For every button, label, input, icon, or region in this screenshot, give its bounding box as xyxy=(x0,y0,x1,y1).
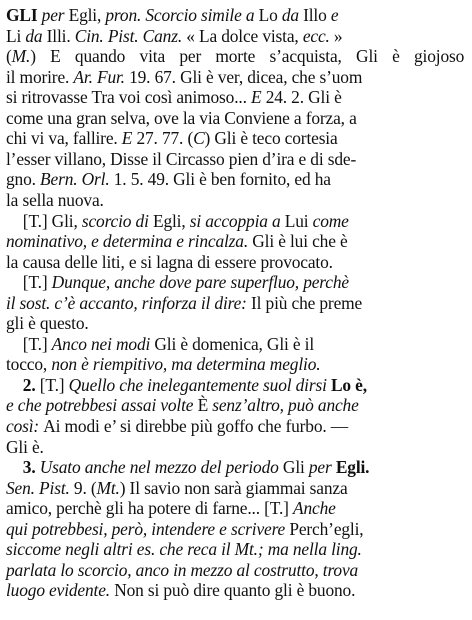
text-segment: M. xyxy=(11,46,31,67)
text-segment: [ xyxy=(6,210,29,231)
text-segment: Sen. Pist. xyxy=(6,477,74,498)
text-segment: ] xyxy=(283,498,293,519)
text-segment: per xyxy=(37,5,69,25)
text-segment: ] xyxy=(58,374,69,395)
text-segment: gno. xyxy=(6,169,41,190)
text-segment: e che potrebbesi assai volte xyxy=(6,395,198,416)
text-segment: Anche xyxy=(293,498,336,519)
text-segment: Egli. xyxy=(335,457,370,478)
text-segment: luogo evidente. xyxy=(6,580,115,601)
text-segment: siccome negli altri es. che reca il Mt.; ma nella ling. xyxy=(6,539,362,560)
text-segment: [ xyxy=(39,374,46,395)
text-segment: amico, perchè gli ha potere di farne... [ xyxy=(6,498,270,519)
text-segment: come xyxy=(312,210,349,231)
text-segment: C xyxy=(193,128,205,149)
text-line xyxy=(6,189,104,211)
text-segment: Perch’egli, xyxy=(289,518,364,539)
text-segment: È xyxy=(197,395,213,416)
text-segment: Gli è domenica, Gli è il xyxy=(154,333,315,354)
source-tag: T. xyxy=(28,272,42,293)
text-line xyxy=(6,579,355,601)
text-segment: ) Gli è teco cortesia xyxy=(204,128,338,149)
text-line xyxy=(6,538,362,560)
text-segment: Non si può dire quanto gli è buono. xyxy=(114,580,356,601)
text-segment: Gli è lui che è xyxy=(252,231,348,252)
text-segment: da xyxy=(281,5,304,25)
text-segment: Gli è. xyxy=(6,436,44,457)
text-line xyxy=(6,394,359,416)
text-segment: ecc. xyxy=(302,25,330,46)
text-segment: [ xyxy=(6,272,29,293)
text-segment: 9. ( xyxy=(73,477,97,498)
text-segment: così: xyxy=(6,416,44,436)
text-segment: ) E quando vita per morte s’acquista, Gli è giojoso xyxy=(30,46,465,67)
text-segment: Mt. xyxy=(96,477,120,498)
text-line xyxy=(6,86,342,108)
text-line xyxy=(6,456,369,478)
text-segment: Illo xyxy=(303,5,331,25)
text-line xyxy=(6,374,367,396)
text-segment: gli è questo. xyxy=(6,313,89,334)
text-segment: » xyxy=(329,25,343,46)
text-segment: scorcio di xyxy=(81,210,153,231)
text-line xyxy=(6,230,348,252)
text-segment: E xyxy=(121,128,137,149)
text-line xyxy=(6,251,333,273)
text-line xyxy=(6,477,348,499)
text-line xyxy=(6,292,362,314)
text-segment: ] xyxy=(41,272,52,293)
text-segment: Illi. xyxy=(46,25,75,46)
text-segment: parlata lo scorcio, anco in mezzo al costrutto, trova xyxy=(6,559,359,580)
text-segment: 2. xyxy=(6,374,40,395)
text-segment: « La dolce vista, xyxy=(186,25,303,46)
text-segment: il morire. xyxy=(6,66,74,87)
text-segment: Usato anche nel mezzo del periodo xyxy=(39,457,283,478)
text-segment: l’esser villano, Disse il Circasso pien d’ira e di sde- xyxy=(6,148,357,169)
text-segment: si accoppia a xyxy=(189,210,285,231)
text-line xyxy=(6,210,349,232)
source-tag: T. xyxy=(269,498,284,519)
text-line xyxy=(6,107,357,129)
text-segment: Il più che preme xyxy=(251,292,363,313)
text-segment: si ritrovasse Tra voi così animoso... xyxy=(6,87,252,108)
text-segment: Bern. Orl. xyxy=(40,169,114,190)
text-segment: Cin. Pist. Canz. xyxy=(74,25,187,46)
text-segment: Li xyxy=(6,25,26,46)
text-segment: e xyxy=(330,5,339,25)
text-segment: ( xyxy=(6,46,12,67)
text-segment: ] Gli, xyxy=(41,210,82,231)
text-line xyxy=(6,353,320,375)
text-segment: Egli, xyxy=(152,210,190,231)
text-segment: Anco nei modi xyxy=(51,333,155,354)
text-line xyxy=(6,148,356,170)
text-line xyxy=(6,312,89,334)
text-line xyxy=(6,415,348,437)
text-segment: 27. 77. ( xyxy=(136,128,194,149)
text-segment: da xyxy=(25,25,47,46)
text-segment: Quello che inelegantemente suol dirsi xyxy=(68,374,331,395)
text-line xyxy=(6,559,358,581)
text-segment: 3. xyxy=(6,457,40,478)
text-line xyxy=(6,333,314,355)
headword: GLI xyxy=(6,5,38,25)
text-segment: Ai modi e’ si direbbe più goffo che furbo. — xyxy=(43,416,349,436)
text-segment: come una gran selva, ove la via Conviene a forza, a xyxy=(6,107,357,128)
text-line xyxy=(6,66,362,88)
text-segment: Lo xyxy=(258,5,282,25)
text-line xyxy=(6,168,331,190)
text-segment: ] xyxy=(41,333,52,354)
text-line xyxy=(6,127,338,149)
text-segment: chi vi va, fallire. xyxy=(6,128,122,149)
text-line xyxy=(6,4,338,26)
text-segment: pron. Scorcio simile a xyxy=(105,5,259,25)
text-segment: il sost. c’è accanto, rinforza il dire: xyxy=(6,292,252,313)
text-segment: [ xyxy=(6,333,29,354)
text-segment: 19. 67. Gli è ver, dicea, che s’uom xyxy=(129,66,363,87)
text-line xyxy=(6,45,464,67)
text-segment: nominativo, e determina e rincalza. xyxy=(6,231,253,252)
text-segment: Ar. Fur. xyxy=(73,66,130,87)
text-segment: qui potrebbesi, però, intendere e scrivere xyxy=(6,518,290,539)
text-segment: per xyxy=(308,457,336,478)
text-segment: Dunque, anche dove pare superfluo, perchè xyxy=(51,272,349,293)
text-segment: Lo è, xyxy=(330,374,367,395)
text-line xyxy=(6,497,336,519)
text-line xyxy=(6,436,44,458)
source-tag: T. xyxy=(28,333,42,354)
text-segment: 1. 5. 49. Gli è ben fornito, ed ha xyxy=(113,169,331,190)
text-line xyxy=(6,518,364,540)
text-segment: Lui xyxy=(284,210,313,231)
text-segment: la causa delle liti, e si lagna di essere provocato. xyxy=(6,251,333,272)
source-tag: T. xyxy=(28,210,42,231)
text-segment: ) Il savio non sarà giammai sanza xyxy=(119,477,348,498)
text-segment: E xyxy=(251,87,266,108)
text-segment: 24. 2. Gli è xyxy=(265,87,342,108)
text-segment: non è riempitivo, ma determina meglio. xyxy=(51,354,321,375)
text-line xyxy=(6,271,349,293)
source-tag: T. xyxy=(45,374,59,395)
text-segment: Egli, xyxy=(68,5,106,25)
text-line xyxy=(6,25,342,47)
text-segment: tocco, xyxy=(6,354,52,375)
text-segment: la sella nuova. xyxy=(6,189,104,210)
text-segment: Gli xyxy=(282,457,309,478)
text-segment: senz’altro, può anche xyxy=(212,395,359,416)
